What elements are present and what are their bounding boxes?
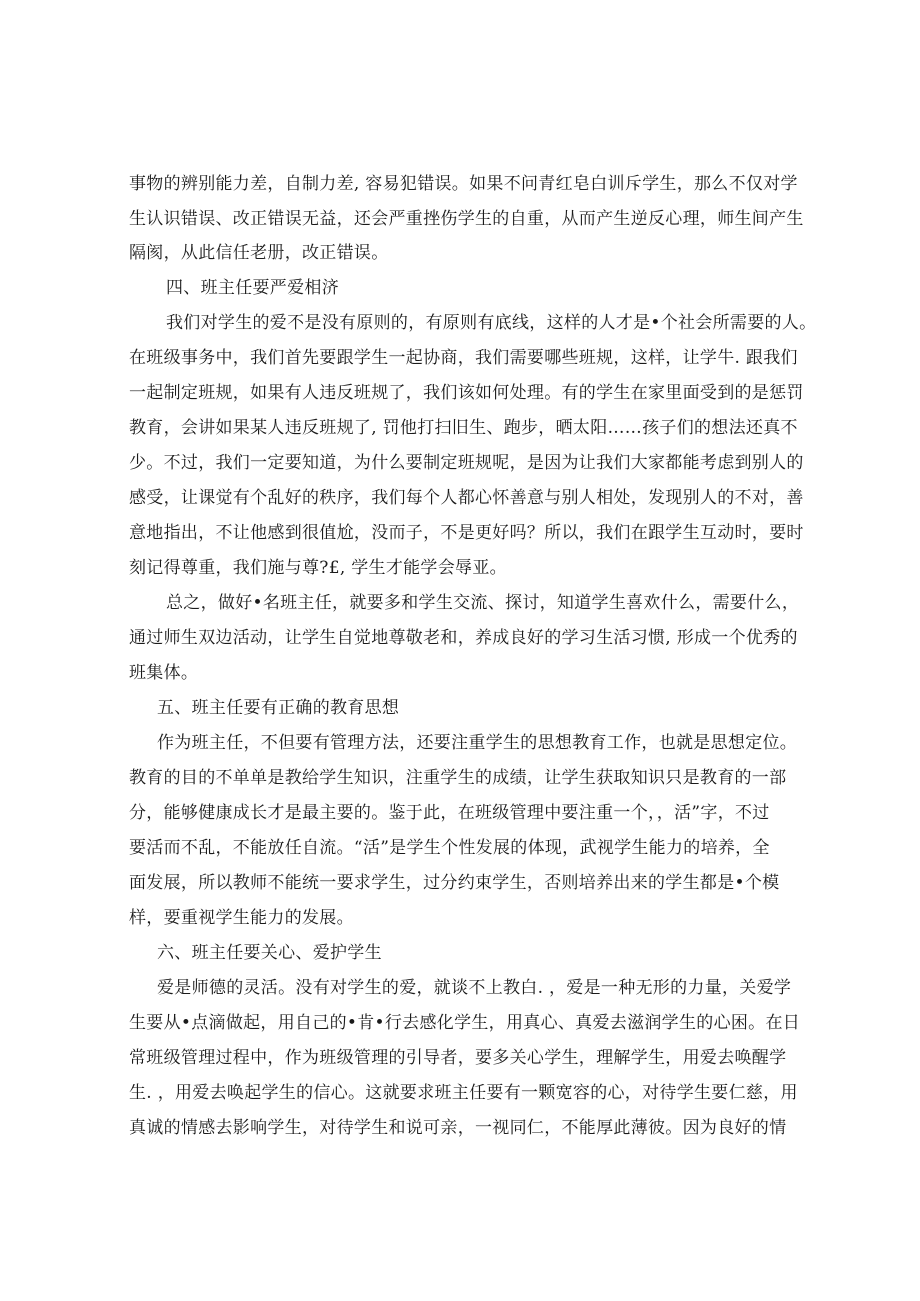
paragraph-line: 要活而不乱，不能放任自流。“活”是学生个性发展的体现，武视学生能力的培养，全 (129, 838, 770, 858)
paragraph-line: 教育，会讲如果某人违反班规了, 罚他打扫旧生、跑步，晒太阳……孩子们的想法还真不 (129, 418, 798, 438)
paragraph-line: 生要从•点滴做起，用自己的•肯•行去感化学生，用真心、真爱去滋润学生的心困。在日 (129, 1013, 801, 1033)
paragraph-line: 少。不过，我们一定要知道，为什么要制定班规呢，是因为让我们大家都能考虑到别人的 (129, 453, 804, 473)
paragraph-line: 分，能够健康成长才是最主要的。鉴于此，在班级管理中要注重一个，，活”字，不过 (129, 803, 770, 823)
paragraph-line: 一起制定班规，如果有人违反班规了，我们该如何处理。有的学生在家里面受到的是惩罚 (129, 383, 804, 403)
section-heading: 四、班主任要严爱相济 (166, 278, 339, 298)
paragraph-line: 生认识错误、改正错误无益，还会严重挫伤学生的自重，从而产生逆反心理，师生间产生 (129, 209, 804, 229)
paragraph-line: 真诚的情感去影响学生，对待学生和说可亲，一视同仁，不能厚此薄彼。因为良好的情 (129, 1118, 787, 1138)
paragraph-line: 样，要重视学生能力的发展。 (129, 908, 354, 928)
paragraph-line: 教育的目的不单单是教给学生知识，注重学生的成绩，让学生获取知识只是教育的一部 (129, 768, 787, 788)
paragraph-line: 事物的辨别能力差，自制力差, 容易犯错误。如果不问青红皂白训斥学生，那么不仅对学 (129, 174, 798, 194)
paragraph-line: 总之，做好•名班主任，就要多和学生交流、探讨，知道学生喜欢什么，需要什么， (166, 593, 800, 613)
paragraph-line: 班集体。 (129, 663, 199, 683)
paragraph-line: 常班级管理过程中，作为班级管理的引导者，要多关心学生，理解学生，用爱去唤醒学 (129, 1048, 787, 1068)
paragraph-line: 面发展，所以教师不能统一要求学生，过分约束学生，否则培养出来的学生都是•个模 (129, 873, 780, 893)
section-heading: 六、班主任要关心、爱护学生 (157, 943, 382, 963)
paragraph-line: 意地指出，不让他感到很值尬，没而子，不是更好吗？所以，我们在跟学生互动时，要时 (129, 523, 804, 543)
paragraph-line: 在班级事务中，我们首先要跟学生一起协商，我们需要哪些班规，这样，让学牛. 跟我们 (129, 348, 798, 368)
paragraph-line: 作为班主任，不但要有管理方法，还要注重学生的思想教育工作，也就是思想定位。 (157, 733, 798, 753)
paragraph-line: 刻记得尊重，我们施与尊?£, 学生才能学会辱亚。 (129, 558, 507, 578)
paragraph-line: 生. ，用爱去唤起学生的信心。这就要求班主任要有一颗宽容的心，对待学生要仁慈，用 (129, 1083, 798, 1103)
paragraph-line: 通过师生双边活动，让学生自觉地尊敬老和，养成良好的学习生活习惯, 形成一个优秀的 (129, 628, 798, 648)
paragraph-line: 感受，让课觉有个乱好的秩序，我们每个人都心怀善意与别人相处，发现别人的不对，善 (129, 488, 804, 508)
paragraph-line: 爱是师德的灵活。没有对学生的爱，就谈不上教白. ，爱是一种无形的力量，关爱学 (157, 978, 792, 998)
paragraph-line: 隔阂，从此信任老册，改正错误。 (129, 243, 389, 263)
paragraph-line: 我们对学生的爱不是没有原则的，有原则有底线，这样的人才是•个社会所需要的人。 (166, 313, 817, 333)
section-heading: 五、班主任要有正确的教育思想 (157, 698, 400, 718)
